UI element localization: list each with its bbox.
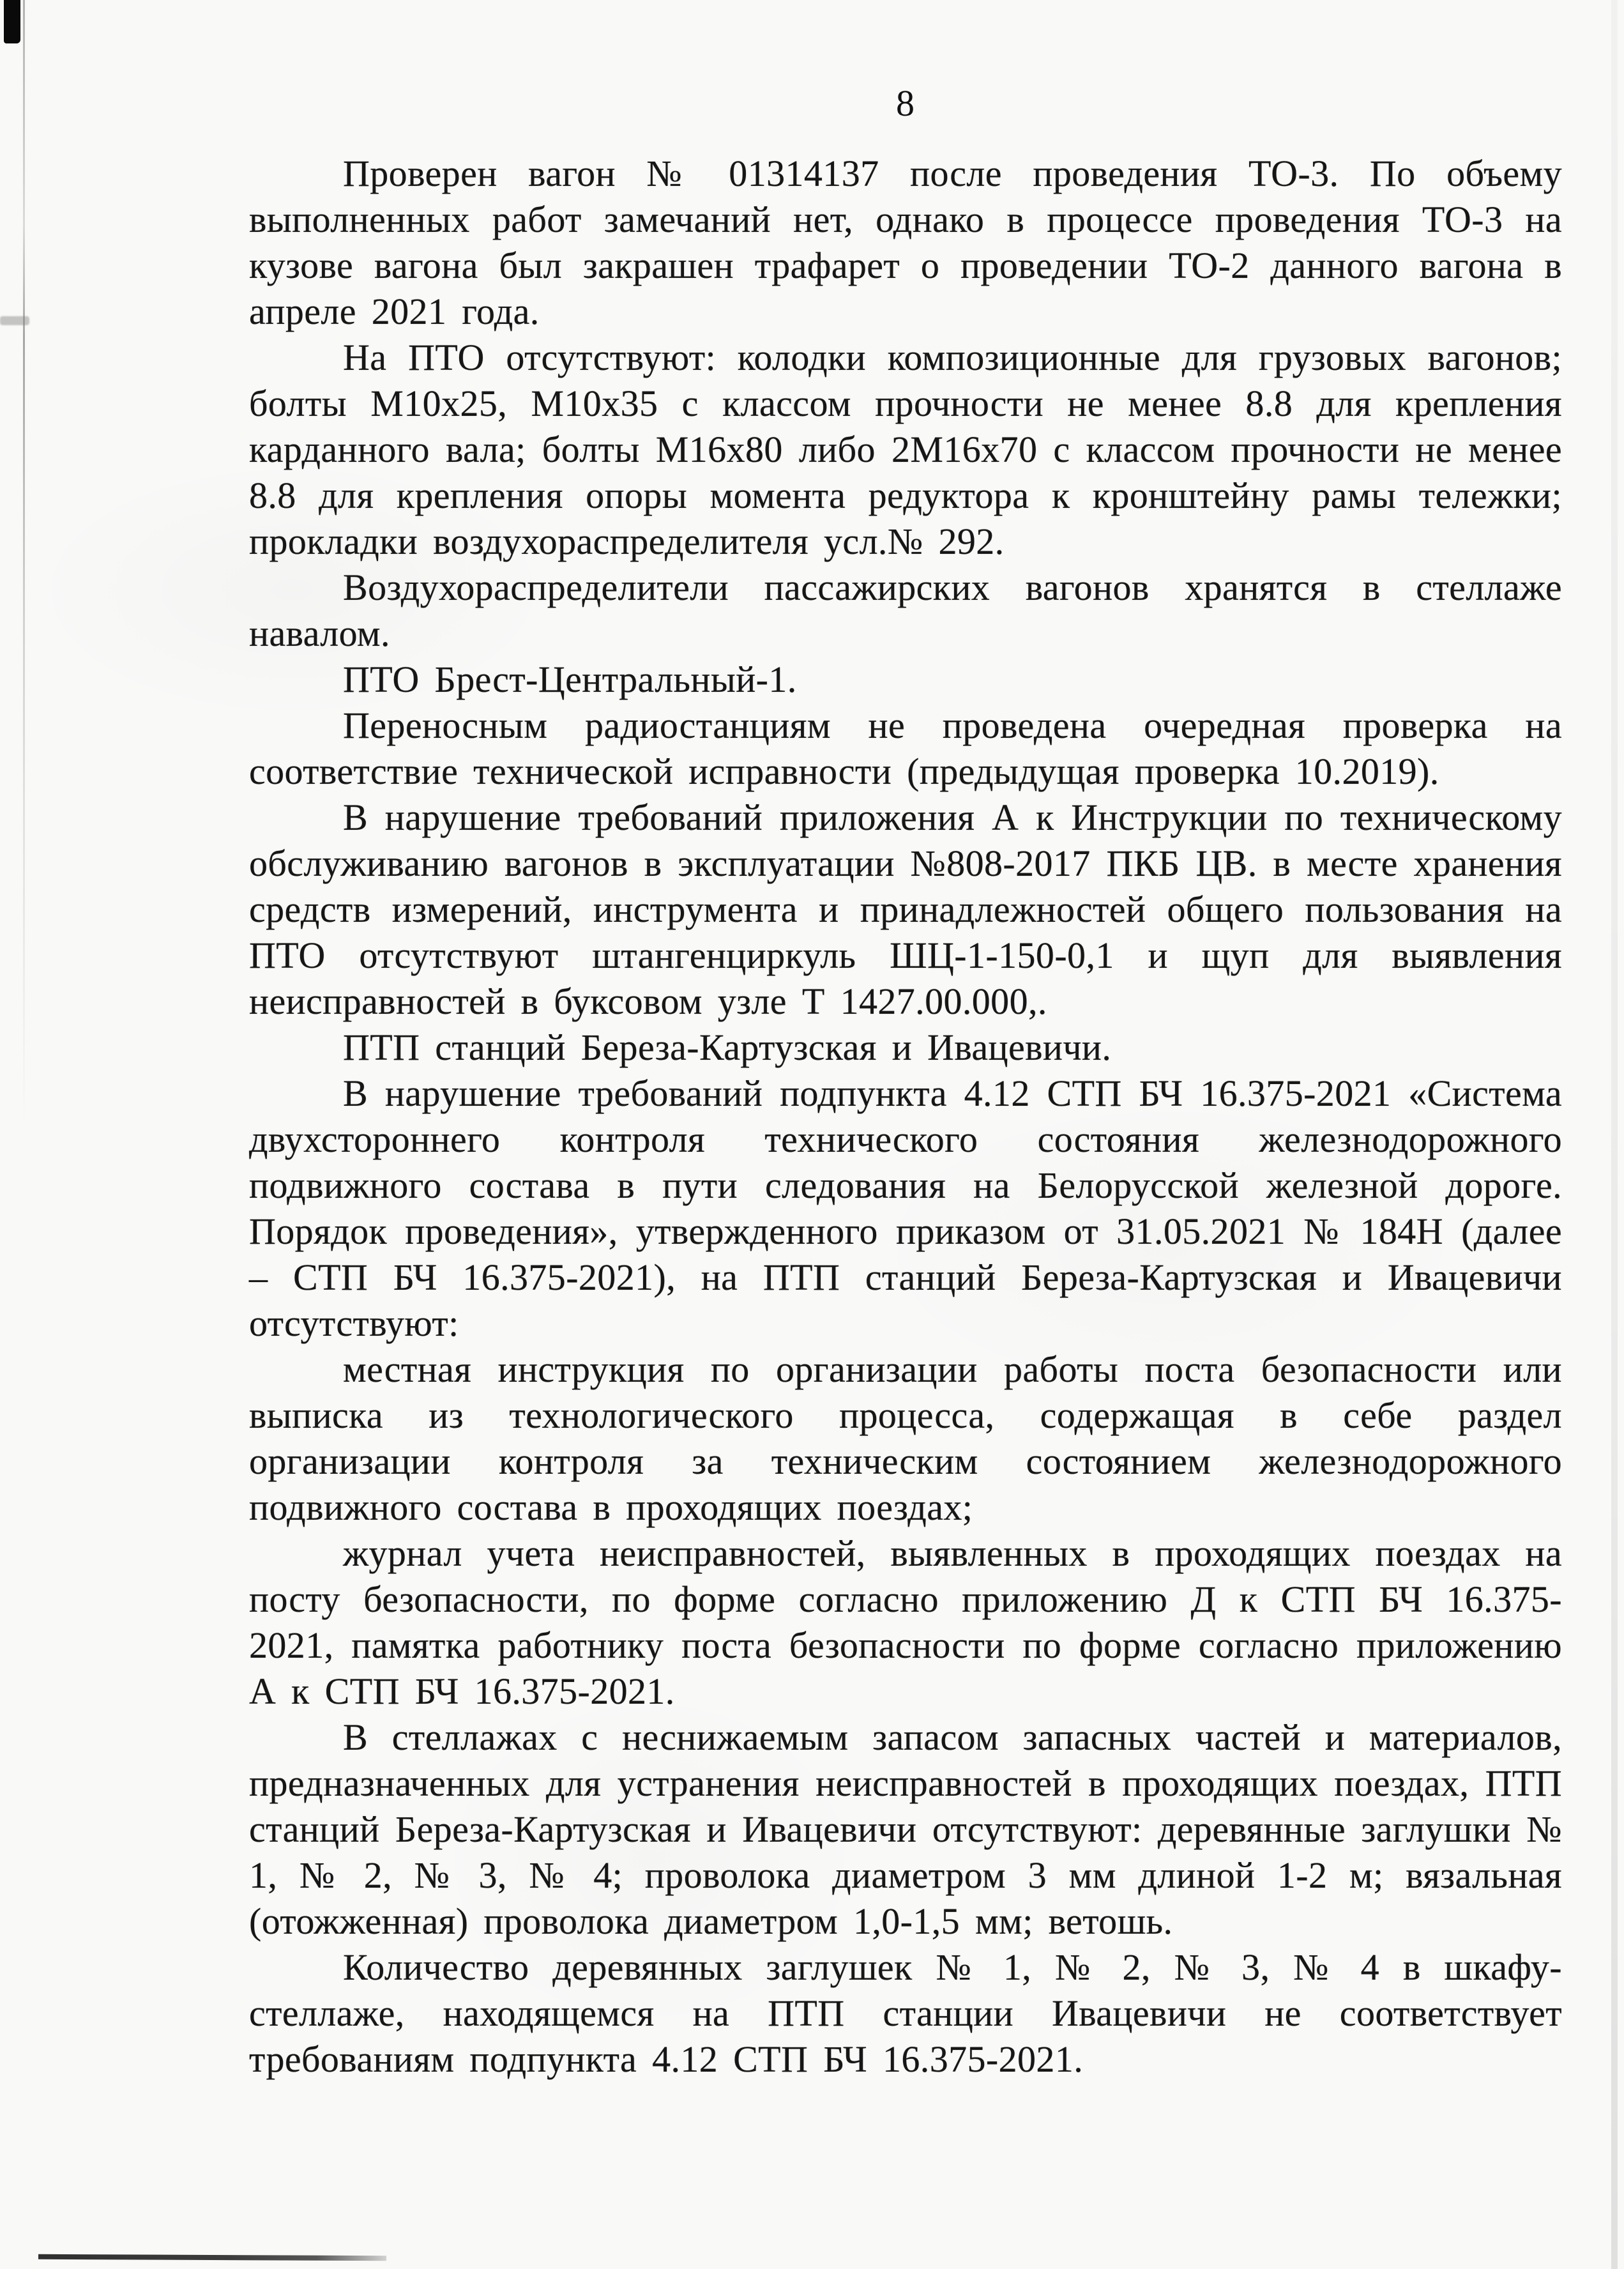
scan-artifact-left-smudge xyxy=(0,316,29,325)
paragraph-pto-missing-parts: На ПТО отсутствуют: колодки композиционные для грузовых вагонов; болты М10х25, М10х35 с классом прочности не менее 8.8 для крепления карданного вала; болты М16х80 либо 2М16х70 с классом прочности не менее 8.8 для крепления опоры момента редуктора к кронштейну рамы тележки; прокладки воздухораспределителя усл.№ 292. xyxy=(249,337,1562,562)
scan-artifact-bottom-line xyxy=(38,2254,386,2261)
scan-artifact-right-shadow xyxy=(1611,0,1618,2269)
paragraph-ptp-stations-heading: ПТП станций Береза-Картузская и Ивацевичи. xyxy=(343,1027,1112,1068)
page-number: 8 xyxy=(896,82,915,124)
document-body xyxy=(249,151,1562,2082)
paragraph-stp-violation: В нарушение требований подпункта 4.12 СТП БЧ 16.375-2021 «Система двухстороннего контроля технического состояния железнодорожного подвижного состава в пути следования на Белорусской железной дороге. Порядок проведения», утвержденного приказом от 31.05.2021 № 184Н (далее – СТП БЧ 16.375-2021), на ПТП станций Береза-Картузская и Ивацевичи отсутствуют: xyxy=(249,1073,1562,1344)
paragraph-missing-local-instruction: местная инструкция по организации работы поста безопасности или выписка из технологического процесса, содержащая в себе раздел организации контроля за техническим состоянием железнодорожного подвижного состава в проходящих поездах; xyxy=(249,1348,1562,1528)
paragraph-instruction-violation: В нарушение требований приложения А к Инструкции по техническому обслуживанию вагонов в эксплуатации №808-2017 ПКБ ЦВ. в месте хранения средств измерений, инструмента и принадлежностей общего пользования на ПТО отсутствуют штангенциркуль ШЦ-1-150-0,1 и щуп для выявления неисправностей в буксовом узле Т 1427.00.000,. xyxy=(249,797,1562,1022)
paragraph-air-distributors: Воздухораспределители пассажирских вагонов хранятся в стеллаже навалом. xyxy=(249,567,1562,654)
paragraph-missing-spare-parts: В стеллажах с неснижаемым запасом запасных частей и материалов, предназначенных для устранения неисправностей в проходящих поездах, ПТП станций Береза-Картузская и Ивацевичи отсутствуют: деревянные заглушки № 1, № 2, № 3, № 4; проволока диаметром 3 мм длиной 1-2 м; вязальная (отожженная) проволока диаметром 1,0-1,5 мм; ветошь. xyxy=(249,1716,1562,1942)
paragraph-pto-brest-central-heading: ПТО Брест-Центральный-1. xyxy=(343,659,797,700)
scan-artifact-corner-mark xyxy=(4,0,20,43)
scan-artifact-left-line xyxy=(23,0,25,1124)
paragraph-missing-journal: журнал учета неисправностей, выявленных в проходящих поездах на посту безопасности, по форме согласно приложению Д к СТП БЧ 16.375-2021, памятка работнику поста безопасности по форме согласно приложению А к СТП БЧ 16.375-2021. xyxy=(249,1532,1562,1712)
paragraph-wagon-check: Проверен вагон № 01314137 после проведения ТО-3. По объему выполненных работ замечаний нет, однако в процессе проведения ТО-3 на кузове вагона был закрашен трафарет о проведении ТО-2 данного вагона в апреле 2021 года. xyxy=(249,153,1562,332)
paragraph-plug-quantity: Количество деревянных заглушек № 1, № 2, № 3, № 4 в шкафу-стеллаже, находящемся на ПТП станции Ивацевичи не соответствует требованиям подпункта 4.12 СТП БЧ 16.375-2021. xyxy=(249,1946,1562,2080)
paragraph-radio-check: Переносным радиостанциям не проведена очередная проверка на соответствие технической исправности (предыдущая проверка 10.2019). xyxy=(249,705,1562,792)
